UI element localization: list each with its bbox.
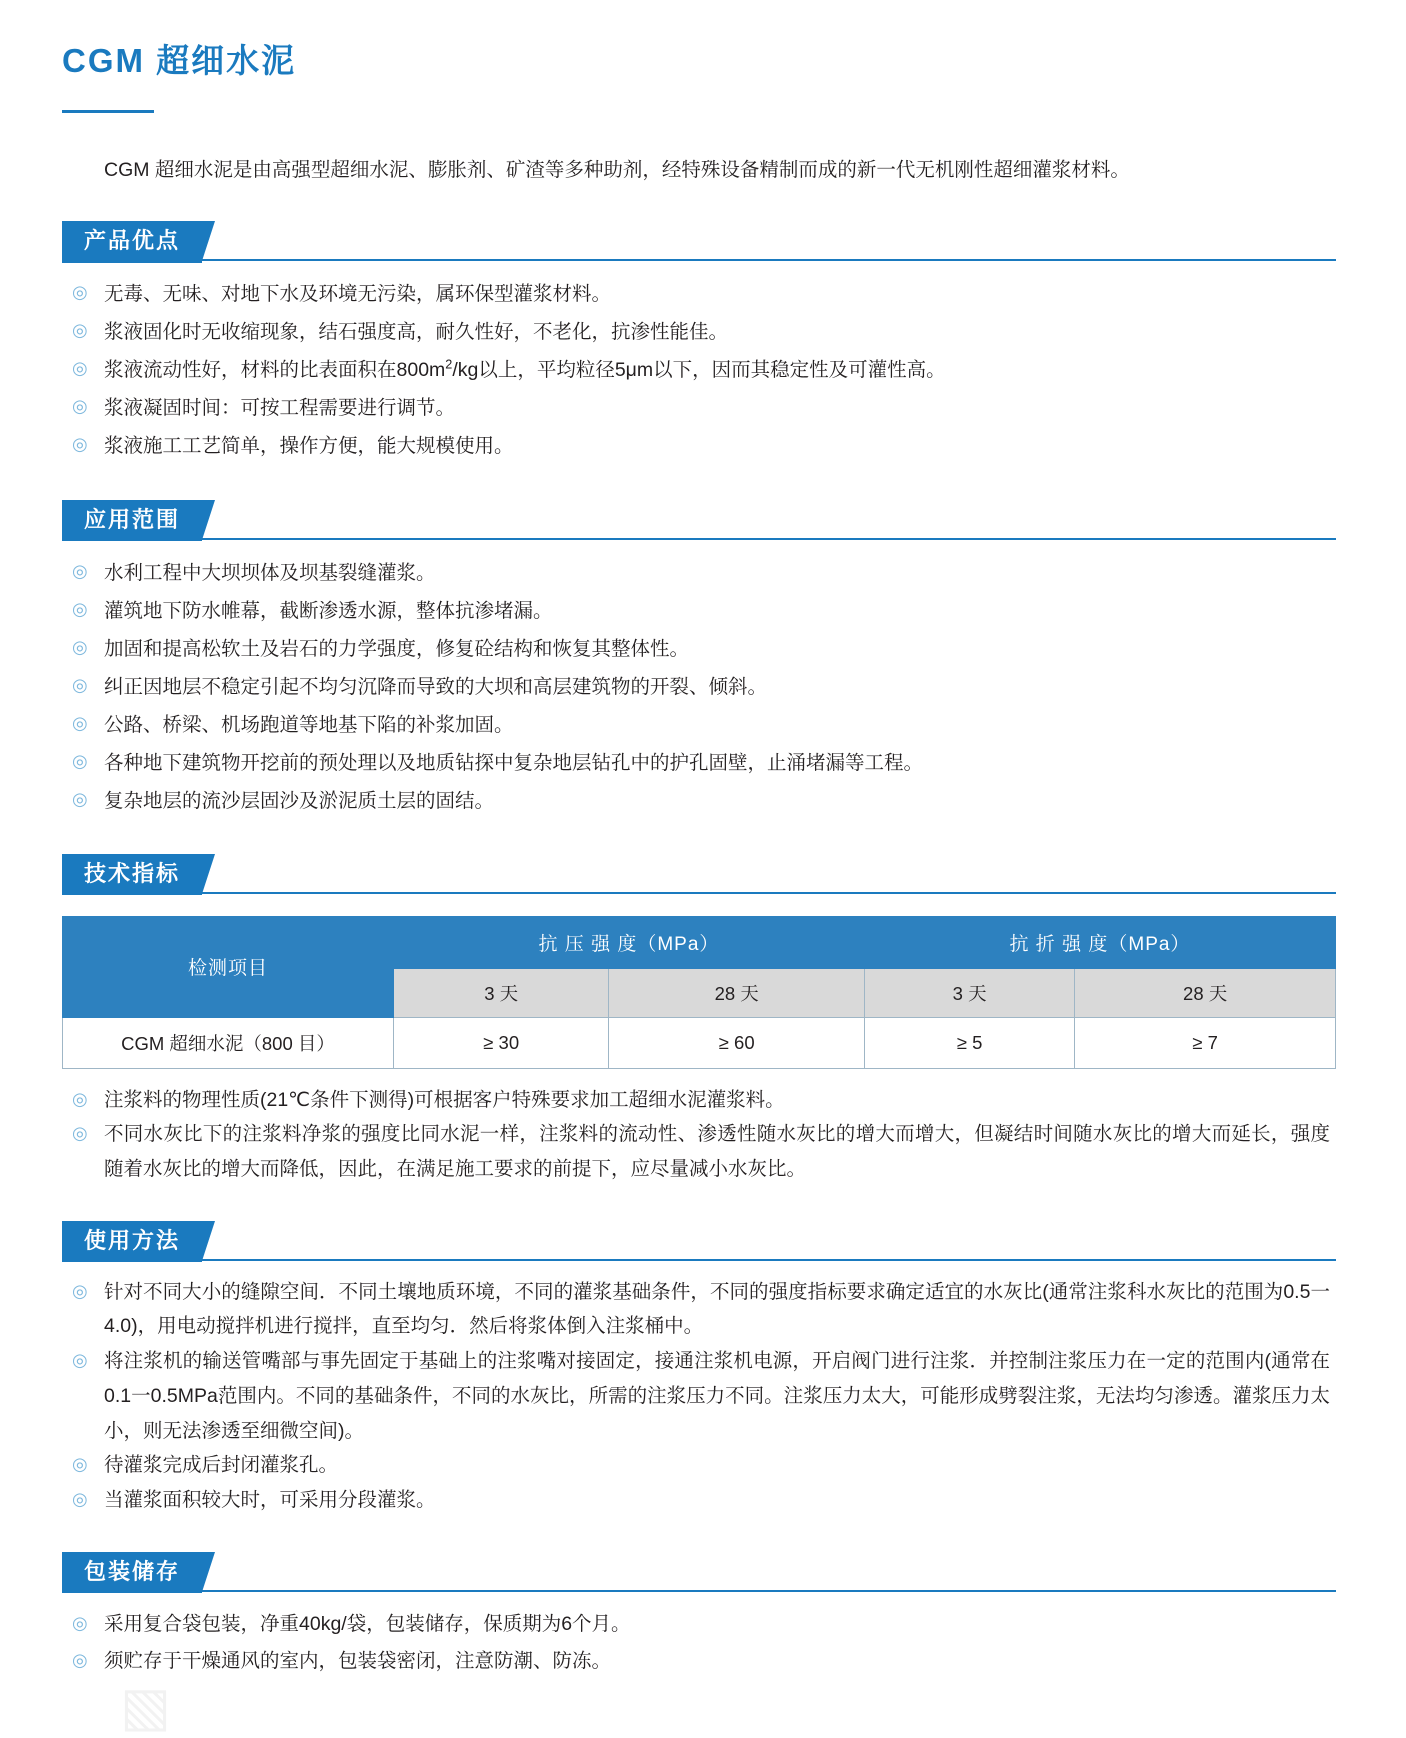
section-heading-advantages <box>62 221 1336 261</box>
table-header-flexural: 抗 折 强 度（MPa） <box>864 916 1335 968</box>
section-heading-label: 使用方法 <box>62 1221 202 1262</box>
intro-paragraph: CGM 超细水泥是由高强型超细水泥、膨胀剂、矿渣等多种助剂，经特殊设备精制而成的新一代无机刚性超细灌浆材料。 <box>104 159 1130 182</box>
technical-spec-table <box>62 916 1336 1069</box>
list-item: ◎ 浆液施工工艺简单，操作方便，能大规模使用。 <box>72 427 1330 465</box>
list-item: ◎ 针对不同大小的缝隙空间．不同土壤地质环境，不同的灌浆基础条件，不同的强度指标要求确定适宜的水灰比(通常注浆科水灰比的范围为0.5一4.0)，用电动搅拌机进行搅拌，直至均匀．然后将浆体倒入注浆桶中。 <box>72 1275 1330 1344</box>
section-heading-label: 应用范围 <box>62 500 202 541</box>
list-item: ◎ 浆液固化时无收缩现象，结石强度高，耐久性好，不老化，抗渗性能佳。 <box>72 313 1330 351</box>
list-item: ◎ 采用复合袋包装，净重40kg/袋，包装储存，保质期为6个月。 <box>72 1606 1330 1643</box>
section-heading-rule <box>62 1590 1336 1592</box>
table-cell-product: CGM 超细水泥（800 目） <box>63 1017 394 1068</box>
table-subheader-cell: 3 天 <box>393 968 608 1017</box>
title-underline <box>62 110 154 113</box>
table-header-row <box>63 916 1336 968</box>
list-item: ◎ 公路、桥梁、机场跑道等地基下陷的补浆加固。 <box>72 706 1330 744</box>
list-item: ◎ 不同水灰比下的注浆料净浆的强度比同水泥一样，注浆料的流动性、渗透性随水灰比的增大而增大，但凝结时间随水灰比的增大而延长，强度随着水灰比的增大而降低，因此，在满足施工要求的前提下，应尽量减小水灰比。 <box>72 1117 1330 1186</box>
section-packaging <box>62 1552 1336 1680</box>
technical-notes-list <box>62 1083 1336 1187</box>
list-item: ◎ 水利工程中大坝坝体及坝基裂缝灌浆。 <box>72 554 1330 592</box>
list-item-text-after: /kg以上，平均粒径5μm以下，因而其稳定性及可灌性高。 <box>452 359 946 382</box>
table-cell-value: ≥ 30 <box>393 1017 608 1068</box>
list-item: ◎ 各种地下建筑物开挖前的预处理以及地质钻探中复杂地层钻孔中的护孔固壁，止涌堵漏等工程。 <box>72 744 1330 782</box>
section-heading-usage <box>62 1221 1336 1261</box>
footer-watermark-icon: ▧ <box>120 1674 172 1738</box>
section-heading-label: 技术指标 <box>62 854 202 895</box>
section-advantages <box>62 221 1336 465</box>
list-item: ◎ 纠正因地层不稳定引起不均匀沉降而导致的大坝和高层建筑物的开裂、倾斜。 <box>72 668 1330 706</box>
section-heading-label: 包装储存 <box>62 1552 202 1593</box>
section-heading-rule <box>62 259 1336 261</box>
superscript-two: 2 <box>445 357 453 372</box>
list-item: ◎ 待灌浆完成后封闭灌浆孔。 <box>72 1448 1330 1483</box>
advantages-list <box>62 275 1336 465</box>
section-heading-rule <box>62 1259 1336 1261</box>
usage-list <box>62 1275 1336 1518</box>
section-applications <box>62 500 1336 820</box>
bottom-spacer <box>62 1680 1336 1734</box>
section-heading-rule <box>62 892 1336 894</box>
section-heading-technical <box>62 854 1336 894</box>
list-item: ◎ 须贮存于干燥通风的室内，包装袋密闭，注意防潮、防冻。 <box>72 1643 1330 1680</box>
table-subheader-cell: 28 天 <box>609 968 865 1017</box>
list-item: ◎ 加固和提高松软土及岩石的力学强度，修复砼结构和恢复其整体性。 <box>72 630 1330 668</box>
table-header-item: 检测项目 <box>63 916 394 1017</box>
list-item: ◎ 复杂地层的流沙层固沙及淤泥质土层的固结。 <box>72 782 1330 820</box>
table-subheader-cell: 28 天 <box>1075 968 1336 1017</box>
table-cell-value: ≥ 7 <box>1075 1017 1336 1068</box>
section-usage <box>62 1221 1336 1518</box>
section-heading-packaging <box>62 1552 1336 1592</box>
packaging-list <box>62 1606 1336 1680</box>
list-item: ◎ 灌筑地下防水帷幕，截断渗透水源，整体抗渗堵漏。 <box>72 592 1330 630</box>
table-subheader-cell: 3 天 <box>864 968 1074 1017</box>
section-heading-label: 产品优点 <box>62 221 202 262</box>
list-item: ◎ 当灌浆面积较大时，可采用分段灌浆。 <box>72 1483 1330 1518</box>
section-heading-rule <box>62 538 1336 540</box>
list-item: ◎ 无毒、无味、对地下水及环境无污染，属环保型灌浆材料。 <box>72 275 1330 313</box>
table-cell-value: ≥ 60 <box>609 1017 865 1068</box>
list-item: ◎ 浆液凝固时间：可按工程需要进行调节。 <box>72 389 1330 427</box>
list-item: ◎ 将注浆机的输送管嘴部与事先固定于基础上的注浆嘴对接固定，接通注浆机电源，开启阀门进行注浆．并控制注浆压力在一定的范围内(通常在0.1一0.5MPa范围内。不同的基础条件，不同的水灰比，所需的注浆压力不同。注浆压力太大，可能形成劈裂注浆，无法均匀渗透。灌浆压力太小，则无法渗透至细微空间)。 <box>72 1344 1330 1448</box>
document-page <box>0 22 1406 1738</box>
table-cell-value: ≥ 5 <box>864 1017 1074 1068</box>
list-item: ◎ 注浆料的物理性质(21℃条件下测得)可根据客户特殊要求加工超细水泥灌浆料。 <box>72 1083 1330 1118</box>
table-row <box>63 1017 1336 1068</box>
page-title: CGM 超细水泥 <box>62 42 297 80</box>
applications-list <box>62 554 1336 820</box>
table-header-compressive: 抗 压 强 度（MPa） <box>393 916 864 968</box>
section-heading-applications <box>62 500 1336 540</box>
list-item-text-before: 浆液流动性好，材料的比表面积在800m <box>104 359 446 382</box>
section-technical <box>62 854 1336 1187</box>
list-item <box>72 351 1330 389</box>
